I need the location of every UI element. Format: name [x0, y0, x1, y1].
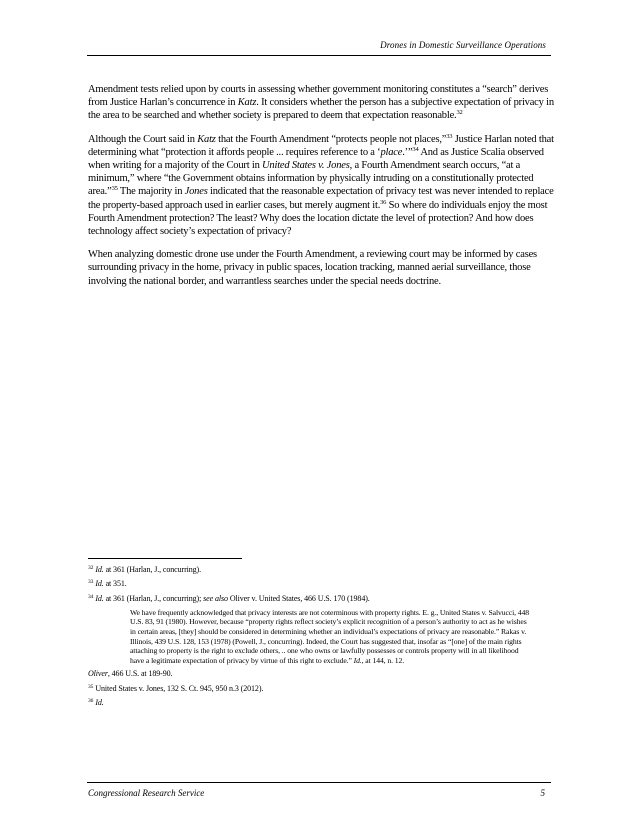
- footnote-36: $^{36}$ Id.: [88, 698, 104, 708]
- footnote-ref-32[interactable]: 32: [456, 109, 463, 117]
- footnote-ref-33[interactable]: 33: [446, 132, 453, 140]
- footnote-35: $^{35}$ United States v. Jones, 132 S. Ct. 945, 950 n.3 (2012).: [88, 683, 264, 693]
- footnote-oliver-cite: Oliver, 466 U.S. at 189-90.: [88, 669, 173, 679]
- running-header: Drones in Domestic Surveillance Operations: [380, 40, 546, 50]
- page-number: 5: [540, 788, 545, 798]
- footnote-separator: [88, 558, 242, 559]
- header-rule: [87, 55, 551, 56]
- footnotes: [88, 565, 554, 712]
- footnote-33: $^{33}$ Id. at 351.: [88, 579, 127, 589]
- paragraph-3: When analyzing domestic drone use under the Fourth Amendment, a reviewing court may be informed by cases surrounding privacy in the home, privacy in public spaces, location tracking, manned aerial surveillance, those involving the national border, and warrantless searches under the special needs doctrine.: [88, 249, 537, 287]
- paragraph-2: Although the Court said in Katz that the Fourth Amendment “protects people not places,”$^{33}$ Justice Harlan noted that determining what “protection it affords people ... requires reference to a ‘place.’”$^{34}$ And as Justice Scalia observed when writing for a majority of the Court in United States v. Jones, a Fourth Amendment search occurs, “at a minimum,” where “the Government obtains information by physically intruding on a constitutionally protected area.”$^{35}$ The majority in Jones indicated that the reasonable expectation of privacy test was never intended to replace the property-based approach used in earlier cases, but merely augment it.$^{36}$ So where do individuals enjoy the most Fourth Amendment protection? The least? Why does the location dictate the level of protection? And how does technology affect society’s expectation of privacy?: [88, 132, 554, 238]
- footnote-ref-35[interactable]: 35: [111, 185, 118, 193]
- body-text: [88, 83, 554, 298]
- paragraph-1: Amendment tests relied upon by courts in assessing whether government monitoring constitutes a “search” derives from Justice Harlan’s concurrence in Katz. It considers whether the person has a subjective expectation of privacy in the area to be searched and whether society is prepared to deem that expectation reasonable.$^{32}$: [88, 84, 554, 122]
- footnote-34: $^{34}$ Id. at 361 (Harlan, J., concurring); see also Oliver v. United States, 466 U.S. 170 (1984).: [88, 593, 370, 603]
- footnote-ref-36[interactable]: 36: [380, 198, 387, 206]
- footnote-ref-34[interactable]: 34: [412, 145, 419, 153]
- footnote-32: $^{32}$ Id. at 361 (Harlan, J., concurring).: [88, 565, 202, 574]
- footnote-block-quote: We have frequently acknowledged that privacy interests are not coterminous with property rights. E. g., United States v. Salvucci, 448 U.S. 83, 91 (1980). However, because “property rights reflect society’s explicit recognition of a person’s authority to act as he wishes in certain areas, [they] should be considered in determining whether an individual’s expectations of privacy are reasonable.” Rakas v. Illinois, 439 U.S. 128, 153 (1978) (Powell, J., concurring). Indeed, the Court has suggested that, insofar as “[one] of the main rights attaching to property is the right to exclude others, .. one who owns or lawfully possesses or controls property will in all likelihood have a legitimate expectation of privacy by virtue of this right to exclude.” Id., at 144, n. 12.: [130, 607, 529, 665]
- footer-rule: [87, 782, 551, 783]
- footer-publisher: Congressional Research Service: [88, 788, 205, 798]
